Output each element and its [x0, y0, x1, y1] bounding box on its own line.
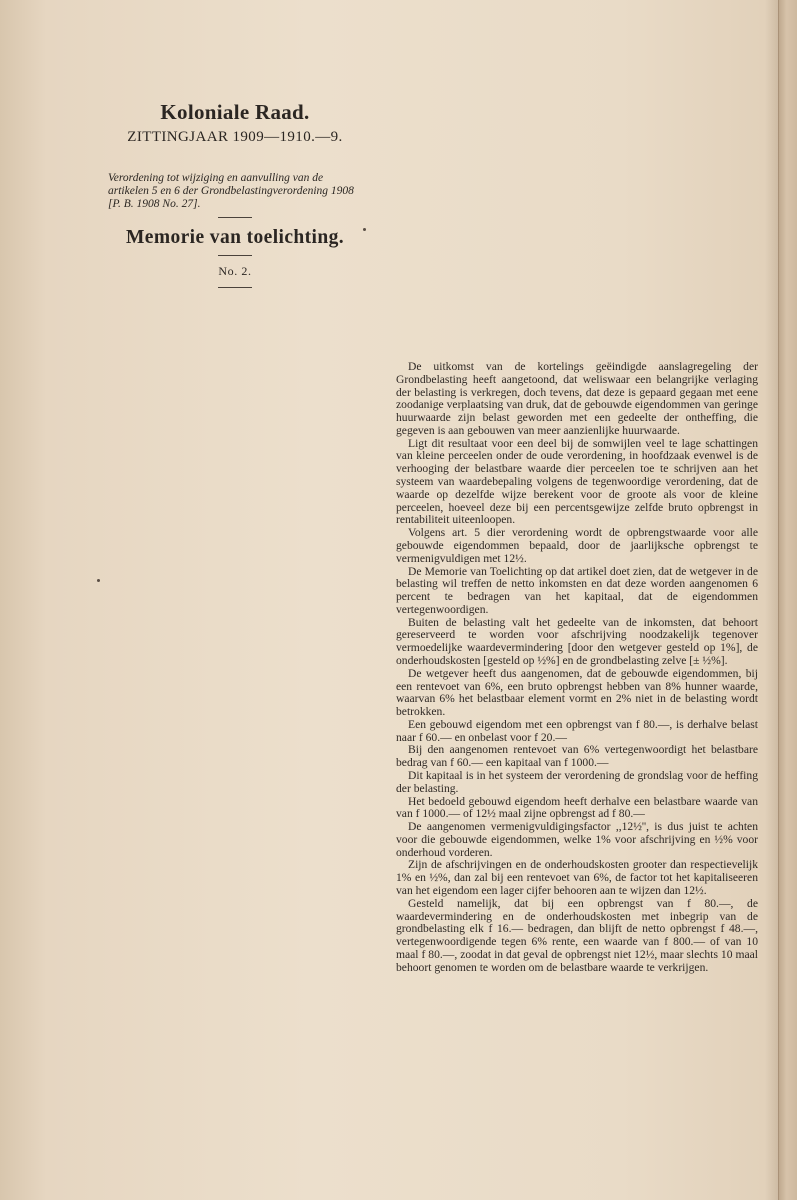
paragraph: Bij den aangenomen rentevoet van 6% vertegenwoordigt het belastbare bedrag van f 60.— een kapitaal van f 1000.—: [396, 743, 758, 770]
ink-speck: [97, 579, 100, 582]
paragraph: Gesteld namelijk, dat bij een opbrengst van f 80.—, de waardevermindering en de onderhoudskosten met inbegrip van de grondbelasting elk f 16.— bedragen, dan blijft de netto opbrengst f 48.—, vertegenwoordigende tegen 6% rente, een waarde van f 800.— of van 10 maal f 80.—, zoodat in dat geval de opbrengst niet 12½, maar slechts 10 maal behoort genomen te worden om de belastbare waarde te verkrijgen.: [396, 896, 758, 974]
paragraph: Zijn de afschrijvingen en de onderhoudskosten grooter dan respectievelijk 1% en ½%, dan zal bij een rentevoet van 6%, de factor tot het kapitaliseeren van het eigendom een lager cijfer behooren aan te wijzen dan 12½.: [396, 858, 758, 898]
document-number: No. 2.: [218, 264, 252, 278]
paragraph: Buiten de belasting valt het gedeelte van de inkomsten, dat behoort gereserveerd te worden voor afschrijving noodzakelijk tegenover vermoedelijke waardevermindering [door den wetgever gesteld op 1%], de onderhoudskosten [gesteld op ½%] en de grondbelasting zelve [± ½%].: [396, 615, 758, 667]
divider-rule: [218, 255, 252, 256]
divider-rule: [218, 217, 252, 218]
paragraph: Het bedoeld gebouwd eigendom heeft derhalve een belastbare waarde van van f 1000.— of 12½ maal zijne opbrengst ad f 80.—: [396, 794, 758, 821]
page-fold-shadow: [765, 0, 778, 1200]
memorandum-body: [396, 361, 758, 975]
paragraph: De wetgever heeft dus aangenomen, dat de gebouwde eigendommen, bij een rentevoet van 6%, een bruto opbrengst hebben van 8% hunner waarde, waarvan 6% het belastbaar element vormt en 2% niet in de belasting wordt betrokken.: [396, 666, 758, 719]
ordinance-subject: Verordening tot wijziging en aanvulling van de artikelen 5 en 6 der Grondbelastingverordening 1908 [P. B. 1908 No. 27].: [108, 172, 354, 210]
next-page-edge: [778, 0, 797, 1200]
paragraph: Dit kapitaal is in het systeem der verordening de grondslag voor de heffing der belasting.: [396, 769, 758, 795]
paragraph: De uitkomst van de kortelings geëindigde aanslagregeling der Grondbelasting heeft aangetoond, dat weliswaar een belangrijke verlaging der belasting is verkregen, doch tevens, dat deze is gepaard gegaan met eene zoodanige verplaatsing van druk, dat de gebouwde eigendommen van geringe huurwaarde zijn belast geworden met een gedeelte der ontheffing, die gegeven is aan gebouwen van meer aanzienlijke huurwaarde.: [396, 360, 758, 437]
paragraph: Volgens art. 5 dier verordening wordt de opbrengstwaarde voor alle gebouwde eigendommen bepaald, door de jaarlijksche opbrengst te vermenigvuldigen met 12½.: [396, 526, 758, 565]
paragraph: De Memorie van Toelichting op dat artikel doet zien, dat de wetgever in de belasting wil treffen de netto inkomsten en dat deze worden aangenomen 6 percent te bedragen van het kapitaal, dat de eigendommen vertegenwoordigen.: [396, 564, 758, 616]
document-header: [100, 100, 370, 297]
paragraph: Een gebouwd eigendom met een opbrengst van f 80.—, is derhalve belast naar f 60.— en onbelast voor f 20.—: [396, 717, 758, 744]
council-title: Koloniale Raad.: [160, 100, 310, 124]
paragraph: Ligt dit resultaat voor een deel bij de somwijlen veel te lage schattingen van kleine perceelen onder de oude verordening, in hoofdzaak evenwel is de verhooging der belastbare waarde dier perceelen toe te schrijven aan het systeem van waardebepaling volgens de tegenwoordige verordening, dat de waarde op dezelfde wijze berekent voor de groote als voor de kleine perceelen, hoeveel deze bij een percentsgewijze zelfde bruto opbrengst in rentabiliteit uiteenloopen.: [396, 436, 758, 527]
paragraph: De aangenomen vermenigvuldigingsfactor ,,12½'', is dus juist te achten voor die gebouwde eigendommen, welke 1% voor afschrijving en ½% voor onderhoud vorderen.: [396, 820, 758, 859]
divider-rule: [218, 287, 252, 288]
document-title: Memorie van toelichting.: [125, 227, 345, 248]
session-year: ZITTINGJAAR 1909—1910.—9.: [127, 129, 343, 145]
